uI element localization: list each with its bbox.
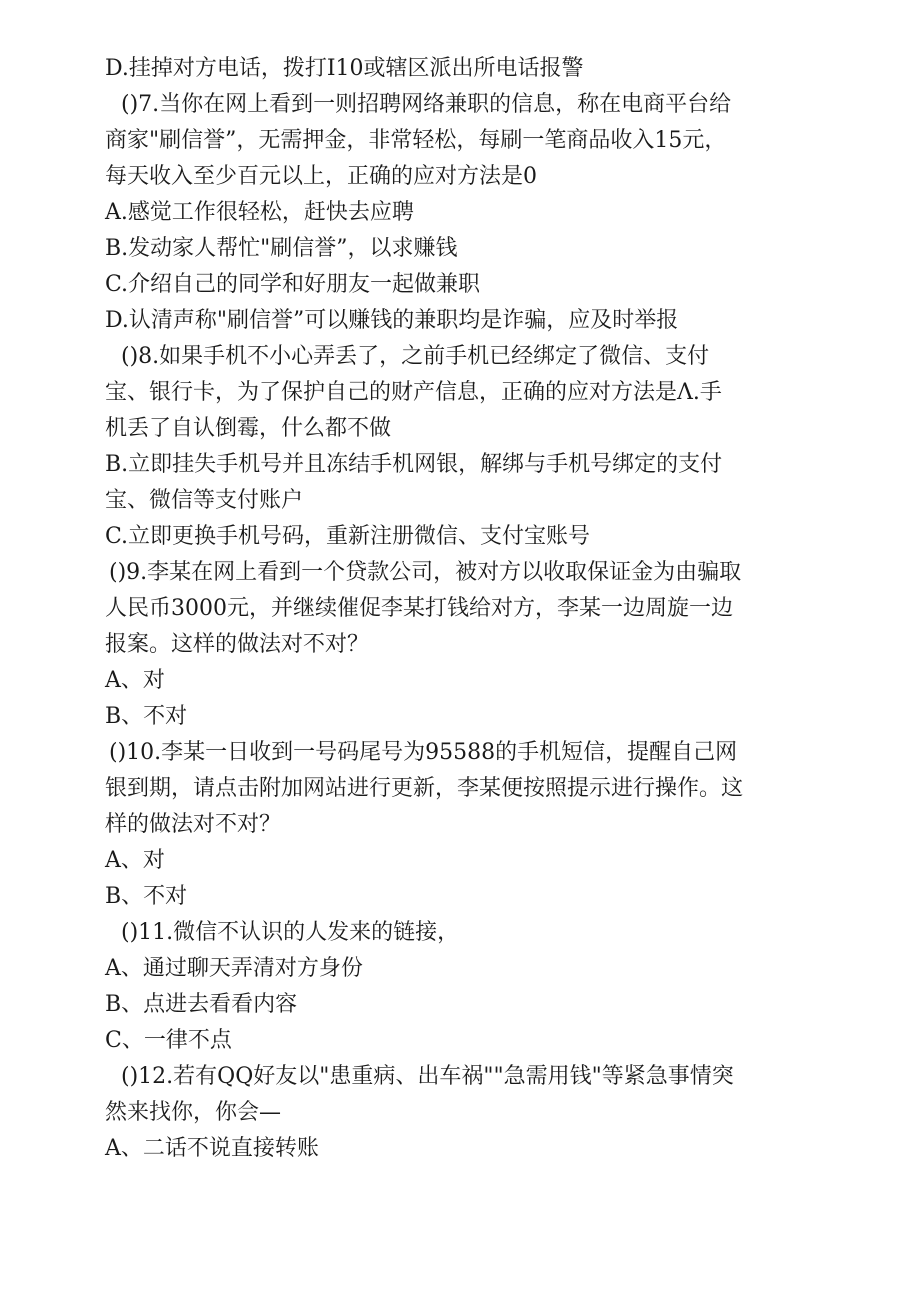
question-12-line-1: ()12.若有QQ好友以"患重病、出车祸""急需用钱"等紧急事情突 [121, 1064, 734, 1089]
question-7-line-3: 每天收入至少百元以上，正确的应对方法是0 [105, 164, 537, 189]
question-9-line-3: 报案。这样的做法对不对？ [105, 632, 370, 657]
option-c-q8: C.立即更换手机号码，重新注册微信、支付宝账号 [105, 524, 591, 549]
option-a-q11: A、通过聊天弄清对方身份 [105, 956, 363, 981]
question-7-line-1: ()7.当你在网上看到一则招聘网络兼职的信息，称在电商平台给 [121, 92, 732, 117]
option-b-q8-line-1: B.立即挂失手机号并且冻结手机网银，解绑与手机号绑定的支付 [105, 452, 723, 477]
option-d-q7: D.认清声称"刷信誉”可以赚钱的兼职均是诈骗，应及时举报 [105, 308, 679, 333]
question-8-line-2: 宝、银行卡，为了保护自己的财产信息，正确的应对方法是Λ.手 [105, 380, 722, 405]
question-11: ()11.微信不认识的人发来的链接， [121, 920, 460, 945]
option-a-q12: A、二话不说直接转账 [105, 1136, 319, 1161]
question-10-line-1: ()10.李某一日收到一号码尾号为95588的手机短信，提醒自己网 [109, 740, 738, 765]
option-b-q7: B.发动家人帮忙"刷信誉”，以求赚钱 [105, 236, 458, 261]
option-a-q9: A、对 [105, 668, 165, 693]
option-b-q10: B、不对 [105, 884, 188, 909]
option-b-q11: B、点进去看看内容 [105, 992, 298, 1017]
option-b-q9: B、不对 [105, 704, 188, 729]
option-a-q10: A、对 [105, 848, 165, 873]
option-d-q6: D.挂掉对方电话，拨打I10或辖区派出所电话报警 [105, 56, 584, 81]
question-8-line-3: 机丢了自认倒霉，什么都不做 [105, 416, 392, 441]
question-7-line-2: 商家"刷信誉”，无需押金，非常轻松，每刷一笔商品收入15元， [105, 128, 727, 153]
option-c-q11: C、一律不点 [105, 1028, 232, 1053]
document-body [105, 51, 825, 1167]
question-12-line-2: 然来找你，你会— [105, 1100, 282, 1125]
question-9-line-2: 人民币3000元，并继续催促李某打钱给对方，李某一边周旋一边 [105, 596, 733, 621]
question-10-line-2: 银到期，请点击附加网站进行更新，李某便按照提示进行操作。这 [105, 776, 744, 801]
option-a-q7: A.感觉工作很轻松，赶快去应聘 [105, 200, 414, 225]
option-b-q8-line-2: 宝、微信等支付账户 [105, 488, 304, 513]
question-10-line-3: 样的做法对不对？ [105, 812, 282, 837]
question-8-line-1: ()8.如果手机不小心弄丢了，之前手机已经绑定了微信、支付 [121, 344, 710, 369]
question-9-line-1: ()9.李某在网上看到一个贷款公司，被对方以收取保证金为由骗取 [109, 560, 742, 585]
option-c-q7: C.介绍自己的同学和好朋友一起做兼职 [105, 272, 481, 297]
